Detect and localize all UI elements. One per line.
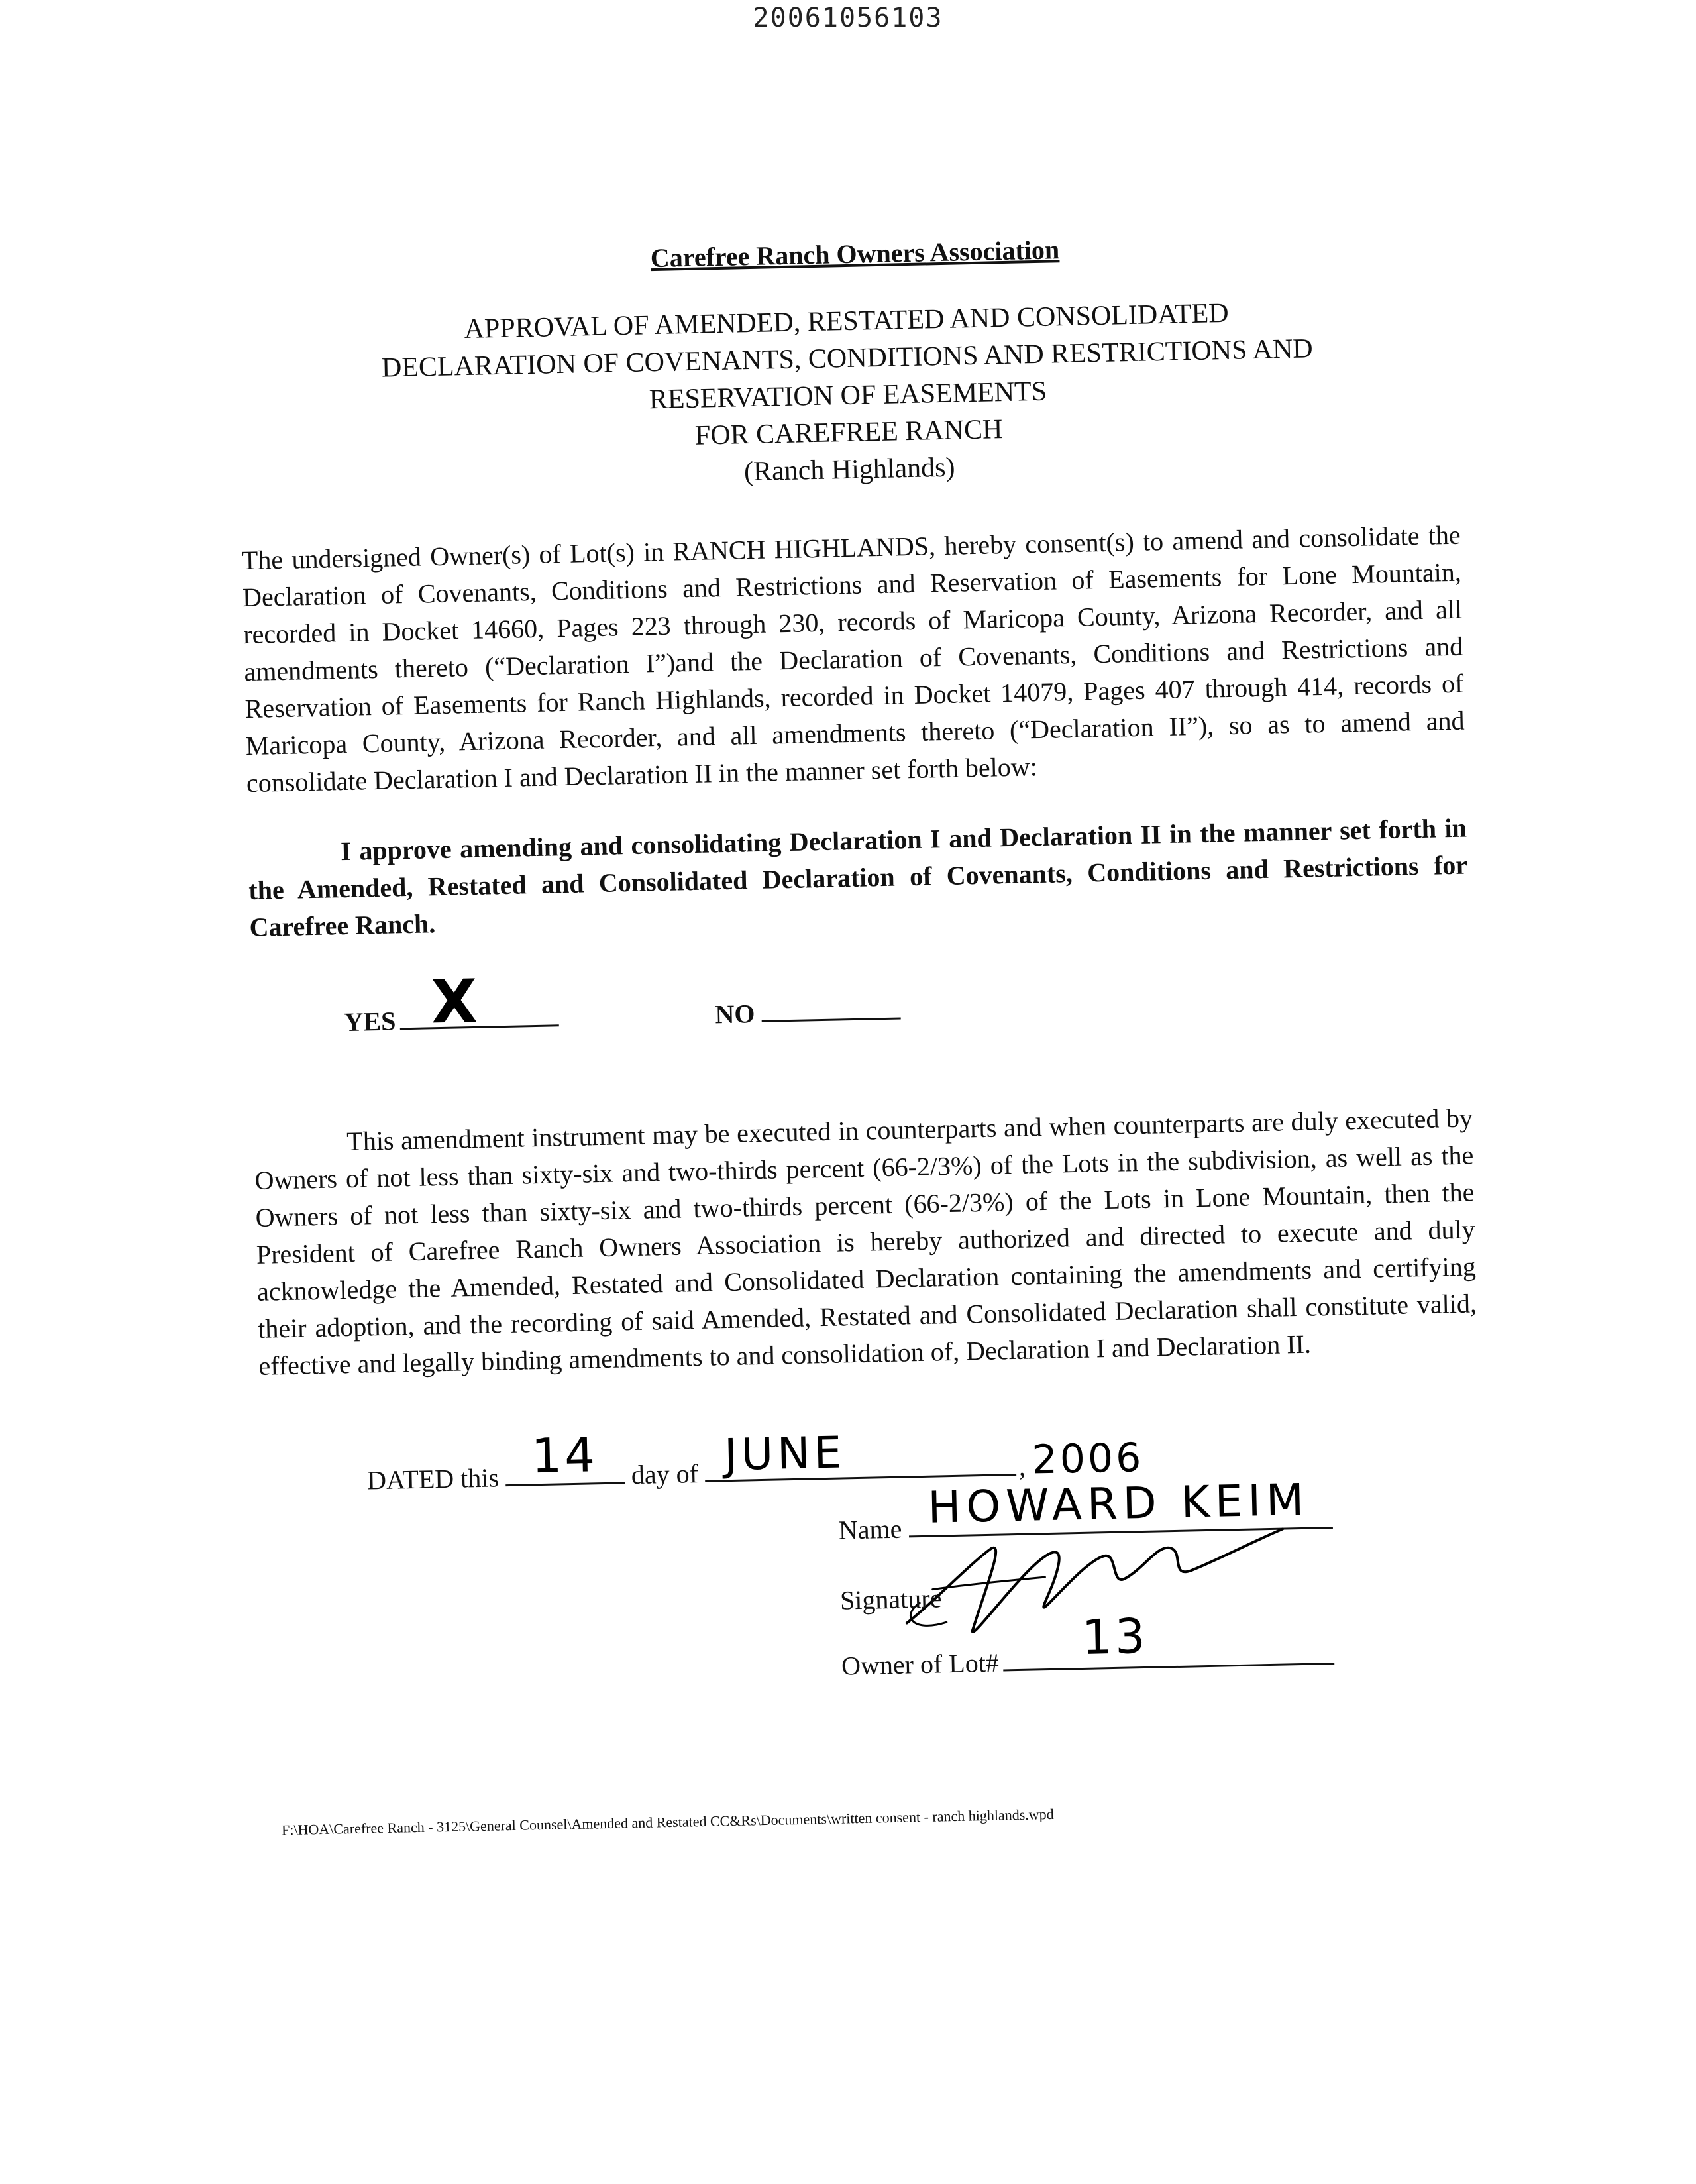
yes-blank[interactable] xyxy=(399,966,559,1038)
no-blank[interactable] xyxy=(761,992,901,1022)
signature-label: Signature xyxy=(839,1583,942,1615)
yes-label: YES xyxy=(344,1006,396,1038)
association-title: Carefree Ranch Owners Association xyxy=(650,235,1060,274)
date-comma: , xyxy=(1018,1451,1026,1482)
file-path-footer: F:\HOA\Carefree Ranch - 3125\General Counsel\Amended and Restated CC&Rs\Documents\written consent - ranch highlands.wpd xyxy=(281,1805,1054,1839)
year-value: 2006 xyxy=(1031,1434,1145,1484)
year-field[interactable] xyxy=(1026,1434,1145,1484)
name-label: Name xyxy=(838,1513,902,1545)
recording-number: 20061056103 xyxy=(753,3,943,33)
vote-row xyxy=(251,967,1471,1052)
no-label: NO xyxy=(715,999,755,1030)
heading-line: APPROVAL OF AMENDED, RESTATED AND CONSOLIDATED xyxy=(464,298,1230,345)
day-field[interactable] xyxy=(505,1427,625,1486)
document-heading xyxy=(237,290,1459,501)
heading-line: DECLARATION OF COVENANTS, CONDITIONS AND RESTRICTIONS AND xyxy=(381,333,1314,384)
heading-line: RESERVATION OF EASEMENTS xyxy=(649,376,1047,415)
no-option[interactable] xyxy=(715,992,901,1030)
consent-paragraph: The undersigned Owner(s) of Lot(s) in RANCH HIGHLANDS, hereby consent(s) to amend and consolidate the Declaration of Covenants, Conditions and Restrictions and Reservation of Easements for Lone Mountain, recorded in Docket 14660, Pages 223 through 230, records of Maricopa County, Arizona Recorder, and all amendments thereto (“Declaration I”)and the Declaration of Covenants, Conditions and Restrictions and Reservation of Easements for Ranch Highlands, recorded in Docket 14079, Pages 407 through 414, records of Maricopa County, Arizona Recorder, and all amendments thereto (“Declaration II”), so as to amend and consolidate Declaration I and Declaration II in the manner set forth below: xyxy=(241,519,1465,798)
signature-line xyxy=(840,1582,942,1615)
counterparts-paragraph: This amendment instrument may be executed in counterparts and when counterparts are duly executed by Owners of not less than sixty-six and two-thirds percent (66-2/3%) of the Lots in the subdivision, as well as the Owners of not less than sixty-six and two-thirds percent (66-2/3%) of the Lots in Lone Mountain, then the President of Carefree Ranch Owners Association is hereby authorized and directed to execute and duly acknowledge the Amended, Restated and Consolidated Declaration containing the amendments and certifying their adoption, and the recording of said Amended, Restated and Consolidated Declaration shall constitute valid, effective and legally binding amendments to and consolidation of, Declaration I and Declaration II. xyxy=(254,1103,1477,1381)
lot-label: Owner of Lot# xyxy=(841,1647,1000,1681)
day-value: 14 xyxy=(531,1427,598,1484)
dated-label: DATED this xyxy=(366,1462,500,1496)
yes-checkmark: X xyxy=(430,966,481,1038)
lot-value: 13 xyxy=(1081,1608,1149,1665)
month-value: JUNE xyxy=(723,1427,846,1481)
name-value: HOWARD KEIM xyxy=(927,1474,1310,1533)
consent-form xyxy=(235,226,1487,1839)
month-field[interactable] xyxy=(704,1427,1016,1482)
heading-line: (Ranch Highlands) xyxy=(743,452,955,488)
yes-option[interactable] xyxy=(344,966,559,1038)
day-of-label: day of xyxy=(631,1458,699,1490)
approval-statement: I approve amending and consolidating Declaration I and Declaration II in the manner set forth in the Amended, Restated and Consolidated Declaration of Covenants, Conditions and Restrictions for Carefree Ranch. xyxy=(248,812,1468,943)
heading-line: FOR CAREFREE RANCH xyxy=(694,414,1003,451)
signature-block xyxy=(260,1412,1485,1742)
